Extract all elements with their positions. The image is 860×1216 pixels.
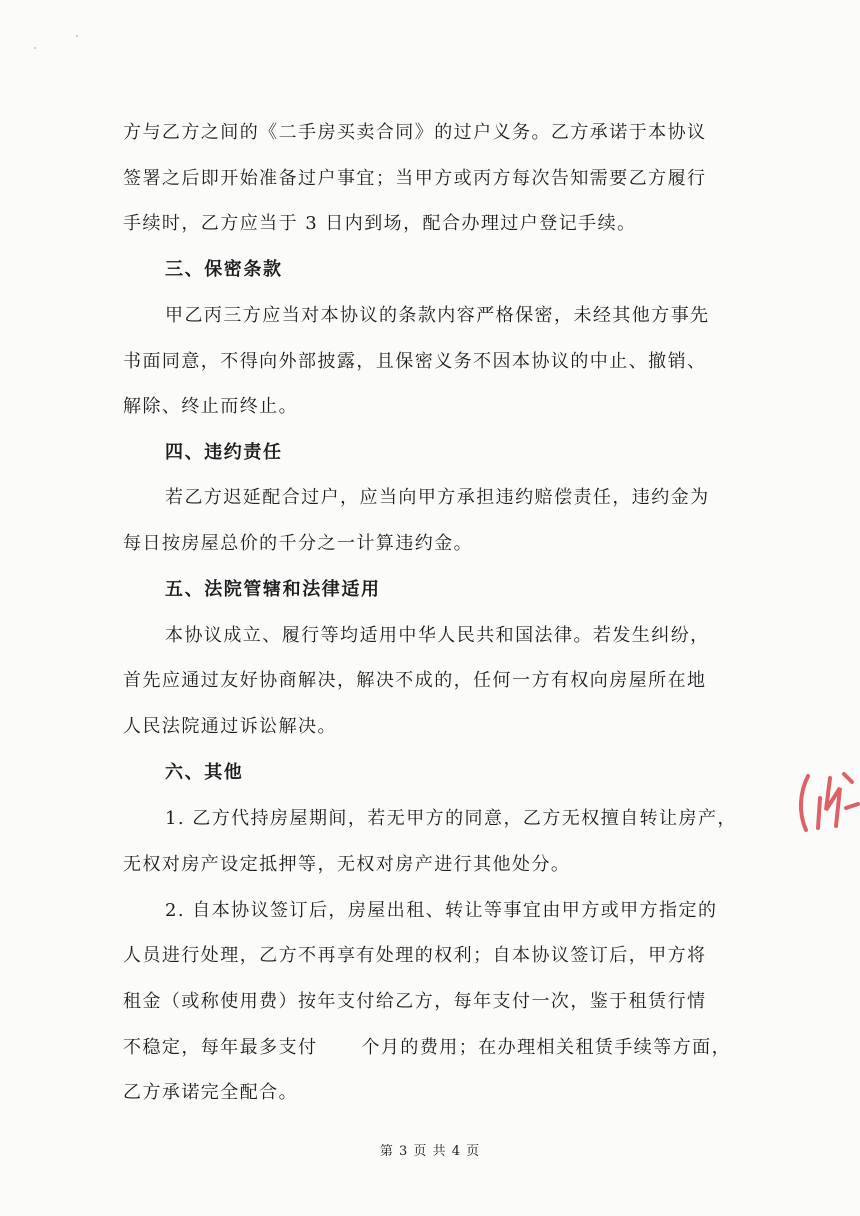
seal-stamp-icon [796, 768, 860, 838]
body-line: 1. 乙方代持房屋期间，若无甲方的同意，乙方无权擅自转让房产， [165, 808, 737, 829]
body-line: 方与乙方之间的《二手房买卖合同》的过户义务。乙方承诺于本协议 [123, 122, 707, 143]
body-line [123, 1035, 731, 1061]
body-line-part: 个月的费用；在办理相关租赁手续等方面， [361, 1037, 732, 1058]
section-heading-jurisdiction: 五、法院管辖和法律适用 [165, 579, 381, 600]
body-line: 甲乙丙三方应当对本协议的条款内容严格保密，未经其他方事先 [165, 305, 710, 326]
body-line: 本协议成立、履行等均适用中华人民共和国法律。若发生纠纷， [165, 625, 710, 646]
body-line: 2. 自本协议签订后，房屋出租、转让等事宜由甲方或甲方指定的 [165, 900, 718, 921]
scan-speck [76, 35, 78, 37]
body-line: 每日按房屋总价的千分之一计算违约金。 [123, 533, 474, 554]
section-heading-breach-liability: 四、违约责任 [165, 442, 283, 463]
section-heading-other: 六、其他 [165, 762, 244, 783]
body-line-part: 不稳定，每年最多支付 [123, 1037, 318, 1058]
body-line: 解除、终止而终止。 [123, 396, 299, 417]
body-line: 签署之后即开始准备过户事宜；当甲方或丙方每次告知需要乙方履行 [123, 168, 707, 189]
seal-stamp-fragment [796, 768, 860, 838]
body-line: 乙方承诺完全配合。 [123, 1082, 299, 1103]
page-footer: 第 3 页 共 4 页 [379, 1144, 481, 1159]
section-heading-confidentiality: 三、保密条款 [165, 259, 283, 280]
body-line: 租金（或称使用费）按年支付给乙方，每年支付一次，鉴于租赁行情 [123, 991, 707, 1012]
body-line: 若乙方迟延配合过户，应当向甲方承担违约赔偿责任，违约金为 [165, 487, 710, 508]
scan-speck [34, 47, 36, 49]
body-line: 人员进行处理，乙方不再享有处理的权利；自本协议签订后，甲方将 [123, 945, 707, 966]
redacted-blank [318, 1035, 362, 1057]
body-line: 人民法院通过诉讼解决。 [123, 716, 337, 737]
body-line: 无权对房产设定抵押等，无权对房产进行其他处分。 [123, 854, 571, 875]
body-line: 手续时，乙方应当于 3 日内到场，配合办理过户登记手续。 [123, 213, 637, 234]
body-line: 书面同意，不得向外部披露，且保密义务不因本协议的中止、撤销、 [123, 351, 707, 372]
body-line: 首先应通过友好协商解决，解决不成的，任何一方有权向房屋所在地 [123, 670, 707, 691]
